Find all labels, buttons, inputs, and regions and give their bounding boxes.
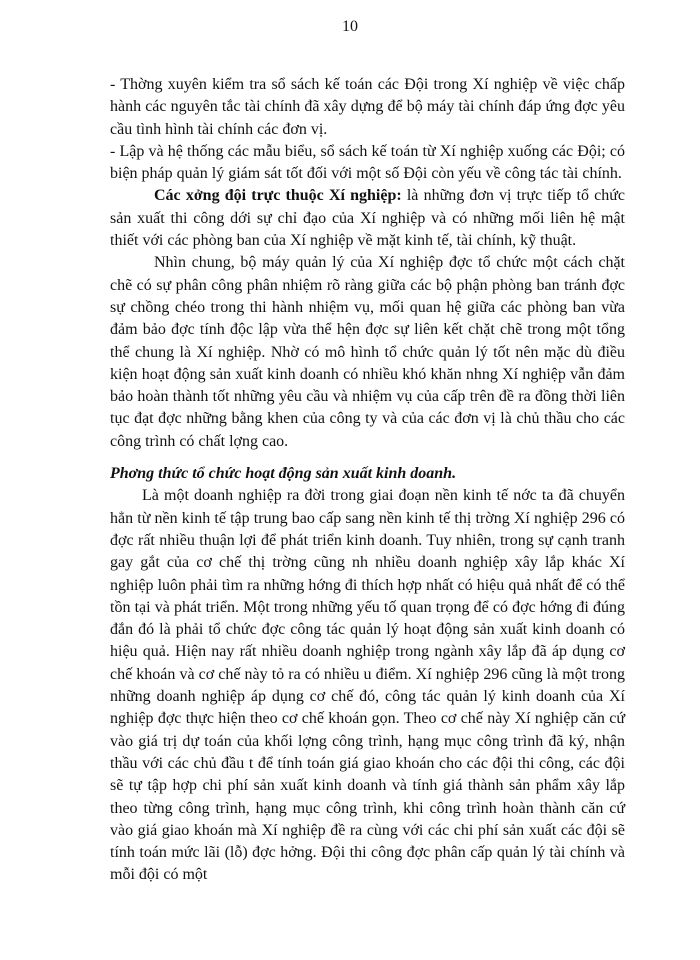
paragraph-nhin-chung: Nhìn chung, bộ máy quản lý của Xí nghiệp đợc tổ chức một cách chặt chẽ có sự phân công phân nhiệm rõ ràng giữa các bộ phận phòng ban tránh đợc sự chồng chéo trong thi hành nhiệm vụ, mối quan hệ giữa các phòng ban vừa đảm bảo đợc tính độc lập vừa thể hện đợc sự liên kết chặt chẽ trong một tổng thể chung là Xí nghiệp. Nhờ có mô hình tổ chức quản lý tốt nên mặc dù điều kiện hoạt động sản xuất kinh doanh có nhiều khó khăn nhng Xí nghiệp vẫn đảm bảo hoàn thành tốt những yêu cầu và nhiệm vụ của cấp trên đề ra đồng thời liên tục đạt đợc những bằng khen của công ty và của các đơn vị là chủ thầu cho các công trình có chất lợng cao. bbox=[110, 254, 625, 450]
page-content bbox=[110, 74, 625, 887]
section-heading: Phơng thức tổ chức hoạt động sản xuất kinh doanh. bbox=[110, 465, 457, 483]
paragraph-body: là những đơn vị trực tiếp tổ chức sản xuất thi công dới sự chỉ đạo của Xí nghiệp và có những mối liên hệ mật thiết với các phòng ban của Xí nghiệp về mặt kinh tế, tài chính, kỹ thuật. bbox=[110, 187, 626, 250]
page-number: 10 bbox=[342, 18, 358, 35]
paragraph-xuong-doi bbox=[110, 185, 625, 252]
bullet-item: - Thờng xuyên kiểm tra sổ sách kế toán các Đội trong Xí nghiệp về việc chấp hành các nguyên tắc tài chính đã xây dựng để bộ máy tài chính đáp ứng đợc yêu cầu tình hình tài chính các đơn vị. bbox=[110, 76, 625, 138]
paragraph-lead: Các xởng đội trực thuộc Xí nghiệp: bbox=[154, 187, 402, 205]
bullet-item: - Lập và hệ thống các mẫu biểu, sổ sách kế toán từ Xí nghiệp xuống các Đội; có biện pháp quản lý giám sát tốt đối với một số Đội còn yếu về công tác tài chính. bbox=[110, 142, 625, 183]
paragraph-la-mot: Là một doanh nghiệp ra đời trong giai đoạn nền kinh tế nớc ta đã chuyển hẳn từ nền kinh tế tập trung bao cấp sang nền kinh tế thị trờng Xí nghiệp 296 có đợc rất nhiều thuận lợi để phát triển kinh doanh. Tuy nhiên, trong sự cạnh tranh gay gắt của cơ chế thị trờng cũng nh nhiều doanh nghiệp xây lắp khác Xí nghiệp luôn phải tìm ra những hớng đi thích hợp nhất có hiệu quả nhất để có thể tồn tại và phát triển. Một trong những yếu tố quan trọng để có đợc hớng đi đúng đắn đó là phải tổ chức đợc công tác quản lý hoạt động sản xuất kinh doanh có hiệu quả. Hiện nay rất nhiều doanh nghiệp trong ngành xây lắp đã áp dụng cơ chế khoán và cơ chế này tỏ ra có nhiều u điểm. Xí nghiệp 296 cũng là một trong những doanh nghiệp áp dụng cơ chế đó, công tác quản lý kinh doanh của Xí nghiệp đợc thực hiện theo cơ chế khoán gọn. Theo cơ chế này Xí nghiệp căn cứ vào giá trị dự toán của khối lợng công trình, hạng mục công trình đã ký, nhận thầu với các chủ đầu t để tính toán giá giao khoán cho các đội thi công, các đội sẽ tự tập hợp chi phí sản xuất kinh doanh và tính giá thành sản phẩm xây lắp theo từng công trình, hạng mục công trình, khi công trình hoàn thành căn cứ vào giá giao khoán mà Xí nghiệp đề ra cùng với các chi phí sản xuất các đội sẽ tính toán mức lãi (lỗ) đợc hởng. Đội thi công đợc phân cấp quản lý tài chính và mỗi đội có một bbox=[110, 487, 625, 884]
